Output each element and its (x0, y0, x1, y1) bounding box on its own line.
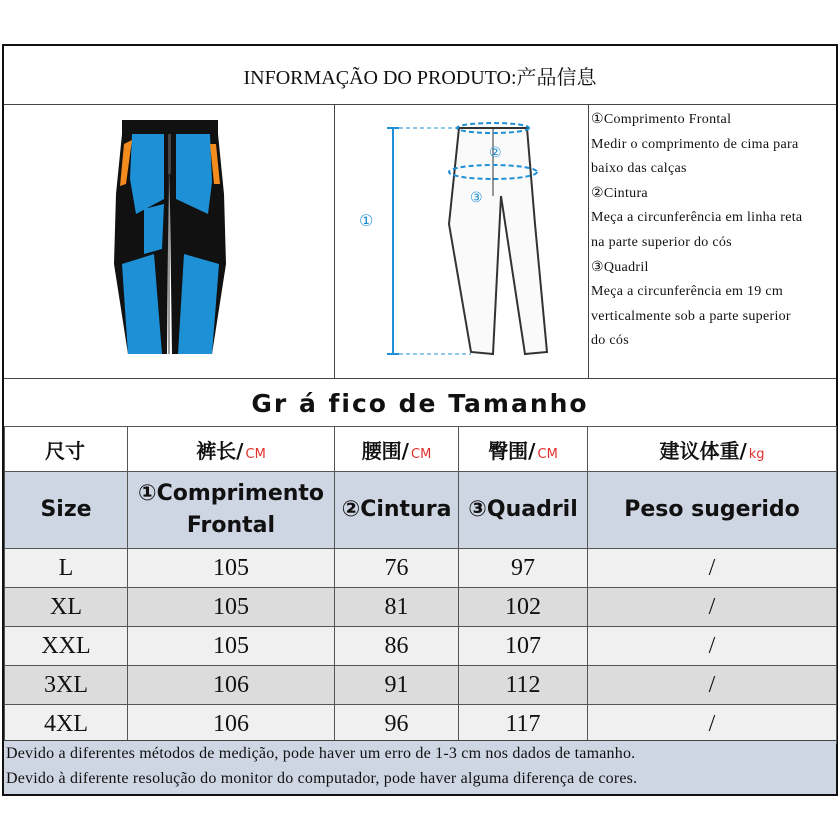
cell-hip: 97 (459, 549, 588, 588)
cell-hip: 107 (459, 627, 588, 666)
page-title: INFORMAÇÃO DO PRODUTO:产品信息 (4, 46, 836, 105)
cell-weight: / (588, 549, 837, 588)
size-table (4, 426, 837, 744)
note-line: Medir o comprimento de cima para (591, 136, 799, 152)
cell-waist: 91 (335, 666, 459, 705)
note-line: ③Quadril (591, 259, 649, 275)
header-cn-waist: 腰围/ CM (335, 427, 459, 472)
note-line: baixo das calças (591, 161, 687, 177)
product-info-sheet (2, 44, 838, 796)
header-weight: Peso sugerido (588, 472, 837, 549)
cell-hip: 117 (459, 705, 588, 744)
header-size: Size (5, 472, 128, 549)
cell-waist: 76 (335, 549, 459, 588)
note-line: verticalmente sob a parte superior (591, 308, 791, 324)
cell-weight: / (588, 627, 837, 666)
footer-disclaimer (4, 740, 836, 794)
table-row (5, 549, 837, 588)
measurement-notes (589, 104, 836, 378)
cell-weight: / (588, 705, 837, 744)
note-line: Meça a circunferência em 19 cm (591, 284, 784, 300)
cell-size: 3XL (5, 666, 128, 705)
header-length: ①Comprimento Frontal (128, 472, 335, 549)
product-photo-cell (4, 104, 335, 378)
table-row (5, 666, 837, 705)
table-row (5, 588, 837, 627)
cell-hip: 112 (459, 666, 588, 705)
header-waist: ②Cintura (335, 472, 459, 549)
cell-weight: / (588, 666, 837, 705)
cell-waist: 86 (335, 627, 459, 666)
cell-waist: 96 (335, 705, 459, 744)
note-line: na parte superior do cós (591, 234, 732, 250)
cell-size: XXL (5, 627, 128, 666)
cell-length: 106 (128, 666, 335, 705)
header-cn-size: 尺寸 (5, 427, 128, 472)
cell-length: 105 (128, 627, 335, 666)
cell-size: 4XL (5, 705, 128, 744)
note-line: do cós (591, 333, 629, 349)
cell-waist: 81 (335, 588, 459, 627)
marker-hip: ③ (470, 190, 483, 206)
table-header-pt (5, 472, 837, 549)
table-row (5, 705, 837, 744)
note-line: Meça a circunferência em linha reta (591, 210, 803, 226)
note-line: ①Comprimento Frontal (591, 112, 732, 127)
size-chart-title: Gr á fico de Tamanho (4, 378, 836, 427)
table-row (5, 627, 837, 666)
cell-size: XL (5, 588, 128, 627)
measurement-diagram-cell (335, 104, 589, 378)
disclaimer-color: Devido à diferente resolução do monitor do computador, pode haver alguma diferença de cores. (6, 770, 638, 787)
marker-length: ① (359, 211, 374, 230)
cell-size: L (5, 549, 128, 588)
disclaimer-measurement: Devido a diferentes métodos de medição, pode haver um erro de 1-3 cm nos dados de tamanho. (6, 745, 636, 762)
header-cn-weight: 建议体重/ kg (588, 427, 837, 472)
cell-length: 106 (128, 705, 335, 744)
measurement-diagram (335, 104, 588, 378)
note-line: ②Cintura (591, 185, 648, 201)
header-cn-hip: 臀围/ CM (459, 427, 588, 472)
cell-length: 105 (128, 549, 335, 588)
cell-hip: 102 (459, 588, 588, 627)
table-header-cn (5, 427, 837, 472)
header-hip: ③Quadril (459, 472, 588, 549)
marker-waist: ② (489, 145, 502, 161)
header-cn-length: 裤长/ CM (128, 427, 335, 472)
pants-photo (4, 104, 334, 378)
cell-length: 105 (128, 588, 335, 627)
cell-weight: / (588, 588, 837, 627)
